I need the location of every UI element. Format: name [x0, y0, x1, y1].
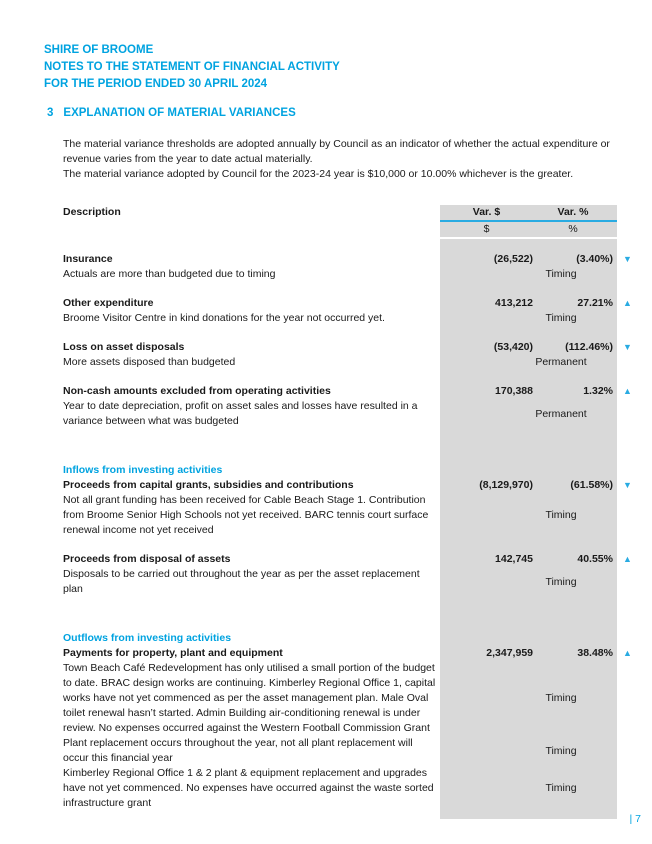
row-note	[63, 267, 652, 282]
value-column-headers	[440, 205, 617, 222]
var-percent-value: (3.40%)	[576, 253, 613, 265]
note-qualifier-cell	[440, 493, 617, 538]
row-values	[440, 340, 617, 355]
row-main-line	[63, 478, 652, 493]
page-number: | 7	[629, 813, 641, 825]
section-number: 3	[47, 107, 54, 119]
var-dollar-value: 2,347,959	[486, 647, 533, 659]
section-heading: Inflows from investing activities	[63, 464, 223, 476]
row-main-line	[63, 646, 652, 661]
note-text: Kimberley Regional Office 1 & 2 plant & equipment replacement and upgrades have not yet commenced. No expenses have occurred against the waste sorted infrastructure grant	[63, 767, 434, 809]
note-qualifier: Timing	[545, 509, 577, 521]
note-qualifier-cell	[440, 399, 617, 429]
note-qualifier: Timing	[545, 268, 577, 280]
row-main-line	[63, 384, 652, 399]
document-title: NOTES TO THE STATEMENT OF FINANCIAL ACTIVITY	[44, 61, 340, 73]
row-title: Loss on asset disposals	[63, 341, 185, 353]
row-note	[63, 661, 652, 736]
variance-row	[63, 340, 652, 370]
arrow-up-icon: ▲	[623, 648, 632, 658]
percent-symbol-label: %	[568, 223, 578, 235]
table-subheader-row	[63, 222, 652, 239]
note-qualifier: Timing	[545, 575, 577, 588]
note-qualifier-cell	[440, 267, 617, 282]
row-values	[440, 646, 617, 661]
note-qualifier-cell	[440, 766, 617, 811]
row-note	[63, 736, 652, 766]
note-qualifier: Permanent	[535, 407, 587, 420]
row-main-line	[63, 252, 652, 267]
var-percent-value: 40.55%	[577, 553, 613, 565]
row-values	[440, 552, 617, 567]
row-note	[63, 399, 652, 429]
intro-para-1: The material variance thresholds are adopted annually by Council as an indicator of whether the actual expenditure or revenue varies from the year to date actual materially.	[63, 138, 610, 165]
arrow-up-icon: ▲	[623, 386, 632, 396]
var-percent-value: 38.48%	[577, 647, 613, 659]
var-percent-value: (61.58%)	[570, 479, 613, 491]
note-qualifier: Timing	[545, 312, 577, 324]
var-dollar-value: 170,388	[495, 385, 533, 397]
variance-row	[63, 384, 652, 429]
note-qualifier: Timing	[545, 782, 577, 794]
unit-symbols-row	[440, 222, 617, 239]
intro-paragraphs	[63, 137, 638, 182]
variance-row	[63, 463, 652, 538]
row-note	[63, 567, 652, 597]
note-text: Town Beach Café Redevelopment has only utilised a small portion of the budget to date. BRAC design works are continuing. Kimberley Regional Office 1, capital works have not yet commenced as per the asset management plan. Male Oval toilet renewal hasn’t started. Admin Building air-conditioning renewal is under review. No expenses occurred against the Western Football Commission Grant	[63, 662, 436, 734]
var-dollar-value: (26,522)	[493, 253, 533, 265]
var-dollar-value: 142,745	[495, 553, 533, 565]
row-main-line	[63, 296, 652, 311]
arrow-up-icon: ▲	[623, 298, 632, 308]
row-title: Non-cash amounts excluded from operating activities	[63, 385, 331, 397]
table-header-row	[63, 205, 652, 222]
note-text: Broome Visitor Centre in kind donations for the year not occurred yet.	[63, 312, 385, 324]
note-text: Actuals are more than budgeted due to timing	[63, 268, 276, 280]
var-percent-column-header: Var. %	[557, 206, 589, 218]
note-text: Disposals to be carried out throughout the year as per the asset replacement plan	[63, 568, 420, 595]
row-note	[63, 311, 652, 326]
note-qualifier-cell	[440, 355, 617, 370]
document-header	[44, 42, 652, 93]
section-heading-line	[47, 107, 652, 119]
arrow-up-icon: ▲	[623, 554, 632, 564]
arrow-down-icon: ▼	[623, 480, 632, 490]
note-qualifier: Permanent	[535, 356, 587, 368]
header-arrow-spacer	[617, 205, 652, 222]
section-title: EXPLANATION OF MATERIAL VARIANCES	[63, 107, 296, 119]
note-text: More assets disposed than budgeted	[63, 356, 236, 368]
row-note	[63, 766, 652, 811]
var-percent-value: (112.46%)	[565, 341, 613, 353]
row-main-line	[63, 552, 652, 567]
note-text: Year to date depreciation, profit on asset sales and losses have resulted in a variance between what was budgeted	[63, 400, 418, 427]
intro-para-2: The material variance adopted by Council for the 2023-24 year is $10,000 or 10.00% whichever is the greater.	[63, 168, 574, 180]
row-title: Payments for property, plant and equipment	[63, 647, 283, 659]
note-qualifier-cell	[440, 661, 617, 736]
period-line: FOR THE PERIOD ENDED 30 APRIL 2024	[44, 78, 268, 90]
variance-row	[63, 631, 652, 811]
row-note	[63, 493, 652, 538]
subheader-spacer	[63, 222, 440, 239]
row-values	[440, 478, 617, 493]
variance-row	[63, 296, 652, 326]
var-dollar-value: (53,420)	[493, 341, 533, 353]
var-dollar-value: 413,212	[495, 297, 533, 309]
arrow-down-icon: ▼	[623, 342, 632, 352]
note-qualifier: Timing	[545, 692, 577, 704]
row-values	[440, 296, 617, 311]
section-heading: Outflows from investing activities	[63, 632, 232, 644]
note-text: Plant replacement occurs throughout the year, not all plant replacement will occur this financial year	[63, 737, 413, 764]
row-main-line	[63, 340, 652, 355]
row-values	[440, 384, 617, 399]
var-dollar-value: (8,129,970)	[479, 479, 533, 491]
var-dollar-column-header: Var. $	[472, 206, 501, 218]
note-qualifier: Timing	[545, 744, 577, 757]
var-percent-value: 1.32%	[583, 385, 613, 397]
note-qualifier-cell	[440, 567, 617, 597]
row-values	[440, 252, 617, 267]
row-title: Other expenditure	[63, 297, 154, 309]
row-title: Proceeds from capital grants, subsidies and contributions	[63, 479, 354, 491]
row-title: Proceeds from disposal of assets	[63, 553, 231, 565]
note-qualifier-cell	[440, 311, 617, 326]
variance-table	[63, 205, 652, 819]
note-qualifier-cell	[440, 736, 617, 766]
description-column-header: Description	[63, 206, 121, 218]
arrow-down-icon: ▼	[623, 254, 632, 264]
row-note	[63, 355, 652, 370]
org-name: SHIRE OF BROOME	[44, 44, 154, 56]
dollar-symbol-label: $	[483, 223, 490, 235]
variance-row	[63, 552, 652, 597]
row-title: Insurance	[63, 253, 113, 265]
var-percent-value: 27.21%	[577, 297, 613, 309]
note-text: Not all grant funding has been received for Cable Beach Stage 1. Contribution from Broome Senior High Schools not yet received. BARC tennis court surface renewal income not yet received	[63, 494, 429, 536]
variance-row	[63, 252, 652, 282]
